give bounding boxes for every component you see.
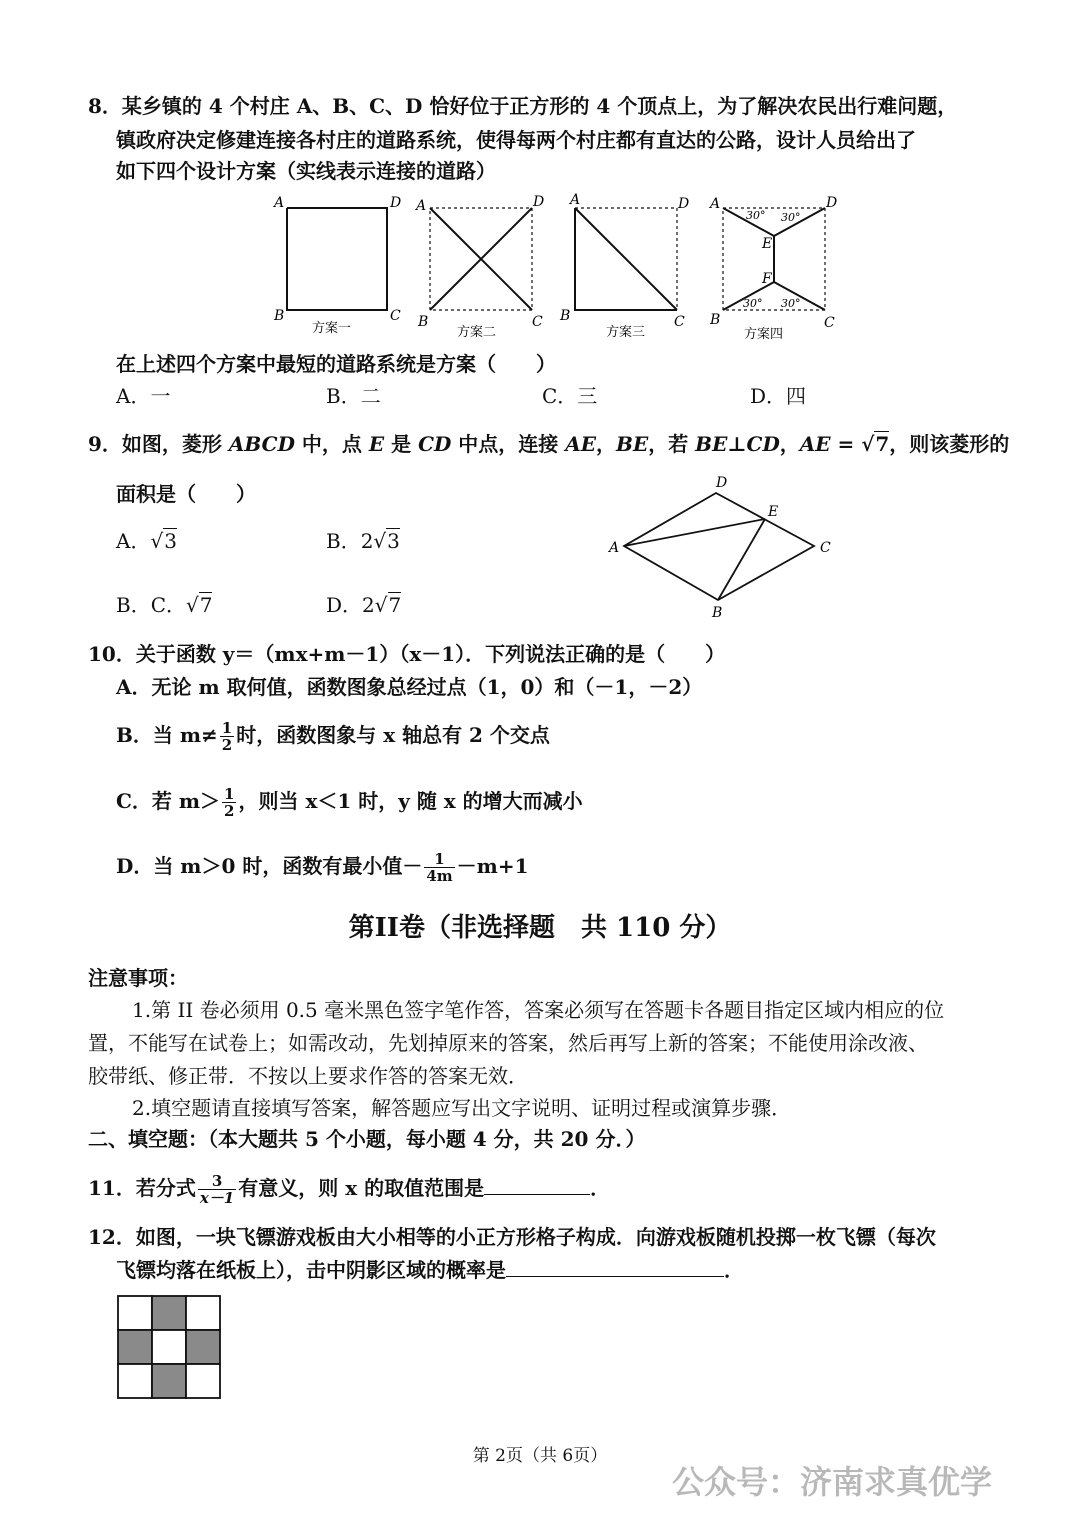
grid-cell — [186, 1296, 220, 1330]
q8-question: 在上述四个方案中最短的道路系统是方案（ ） — [116, 352, 556, 376]
q8-option-c: C．三 — [542, 384, 598, 408]
q9-e: E — [368, 432, 385, 456]
q10-b-pre: B．当 m≠ — [116, 723, 218, 747]
q12-line2-text: 飞镖均落在纸板上），击中阴影区域的概率是 — [116, 1258, 506, 1282]
q9-option-b-label: B．2√ — [326, 529, 387, 553]
q10-d-post: －m+1 — [456, 854, 529, 878]
q10-c-den: 2 — [224, 802, 235, 820]
q8-option-d: D．四 — [750, 384, 807, 408]
q10-option-d — [116, 851, 529, 884]
q9-abcd: ABCD — [228, 432, 295, 456]
q8-line2: 镇政府决定修建连接各村庄的道路系统，使得每两个村庄都有直达的公路，设计人员给出了 — [116, 128, 916, 152]
scheme4-vertex-b: B — [710, 312, 721, 328]
grid-cell-shaded — [152, 1364, 186, 1398]
q10-b-den: 2 — [221, 736, 233, 754]
watermark: 公众号：济南求真优学 — [672, 1463, 993, 1501]
scheme3-caption: 方案三 — [606, 325, 646, 340]
q10-option-c — [116, 786, 583, 819]
q9-vertex-a: A — [609, 540, 620, 556]
scheme4-angle-2: 30° — [781, 211, 801, 224]
q10-d-num: 1 — [424, 851, 454, 868]
q9-mid4: ，若 — [648, 432, 696, 456]
q11-post: 有意义，则 x 的取值范围是 — [238, 1176, 485, 1200]
q10-option-b — [116, 720, 550, 753]
scheme4-vertex-a: A — [710, 196, 721, 212]
scheme4-angle-3: 30° — [743, 297, 763, 310]
q9-stem — [88, 430, 1009, 458]
scheme4-vertex-d: D — [826, 195, 838, 211]
q9-option-c-label: B．C．√ — [116, 593, 199, 617]
scheme4-angle-1: 30° — [746, 209, 766, 222]
q11-pre: 11．若分式 — [88, 1176, 196, 1200]
q9-vertex-b: B — [712, 605, 723, 621]
q9-eq: = √ — [830, 432, 875, 456]
q9-option-d-label: D．2√ — [326, 593, 388, 617]
scheme3-vertex-d: D — [678, 196, 690, 212]
q10-b-num: 1 — [221, 719, 233, 737]
part2-heading: 二、填空题：（本大题共 5 个小题，每小题 4 分，共 20 分．） — [88, 1127, 646, 1151]
q9-option-b — [326, 527, 400, 555]
page-footer: 第 2页（共 6页） — [472, 1446, 608, 1466]
scheme-4 — [708, 195, 837, 342]
section-title: 第II卷（非选择题 共 110 分） — [348, 913, 732, 943]
scheme4-vertex-e: E — [762, 236, 773, 252]
q9-option-a — [116, 527, 177, 555]
q11-end: ． — [590, 1176, 611, 1200]
q9-prefix: 9．如图，菱形 — [88, 432, 229, 456]
q12-line2 — [116, 1254, 744, 1284]
q11-den: x－1 — [199, 1189, 235, 1207]
q10-stem: 10．关于函数 y＝（mx+m－1）（x－1）．下列说法正确的是（ ） — [88, 642, 726, 666]
q12-line1: 12．如图，一块飞镖游戏板由大小相等的小正方形格子构成．向游戏板随机投掷一枚飞镖（每次 — [88, 1225, 936, 1249]
q10-b-post: 时，函数图象与 x 轴总有 2 个交点 — [236, 723, 550, 747]
q9-mid2: 是 — [384, 432, 419, 456]
dartboard-grid — [116, 1294, 222, 1400]
scheme2-caption: 方案二 — [457, 325, 497, 340]
q9-ae2: AE — [799, 432, 831, 456]
q10-c-pre: C．若 m＞ — [116, 789, 221, 813]
q9-be: BE — [616, 432, 649, 456]
q12-answer-blank[interactable] — [506, 1254, 724, 1277]
scheme2-vertex-c: C — [532, 314, 543, 330]
q9-option-d-radicand: 7 — [388, 593, 402, 617]
q9-vertex-c: C — [820, 540, 831, 556]
grid-cell — [186, 1364, 220, 1398]
q11-line — [88, 1172, 610, 1206]
scheme2-vertex-d: D — [533, 194, 545, 210]
q9-rhombus-figure — [600, 470, 850, 625]
q12-end: ． — [724, 1258, 744, 1282]
q10-d-pre: D．当 m＞0 时，函数有最小值－ — [116, 854, 423, 878]
notice-heading: 注意事项： — [88, 966, 188, 990]
q9-cd: CD — [418, 432, 452, 456]
notice-p1-line2: 置，不能写在试卷上；如需改动，先划掉原来的答案，然后再写上新的答案；不能使用涂改液、 — [88, 1031, 928, 1055]
q9-vertex-e: E — [768, 504, 779, 520]
q9-option-c — [116, 591, 212, 619]
notice-p2: 2.填空题请直接填写答案，解答题应写出文字说明、证明过程或演算步骤． — [132, 1096, 792, 1120]
scheme4-caption: 方案四 — [744, 327, 784, 342]
q11-num: 3 — [198, 1173, 236, 1190]
q9-option-c-radicand: 7 — [199, 593, 213, 617]
scheme4-vertex-c: C — [824, 315, 835, 331]
q9-mid5: ， — [779, 432, 800, 456]
scheme3-vertex-b: B — [560, 308, 571, 324]
scheme2-vertex-b: B — [418, 314, 429, 330]
q8-option-a: A．一 — [116, 384, 171, 408]
q8-line1: 8．某乡镇的 4 个村庄 A、B、C、D 恰好位于正方形的 4 个顶点上，为了解决农民出行难问题， — [88, 94, 958, 118]
q10-c-num: 1 — [224, 785, 235, 803]
q8-option-b: B．二 — [326, 384, 381, 408]
q10-b-fraction — [220, 720, 234, 753]
q11-answer-blank[interactable] — [484, 1172, 590, 1195]
scheme3-vertex-c: C — [674, 314, 685, 330]
grid-cell-shaded — [152, 1296, 186, 1330]
q9-option-a-radicand: 3 — [164, 529, 177, 553]
q9-option-b-radicand: 3 — [387, 529, 400, 553]
q10-d-den: 4m — [426, 867, 453, 885]
scheme1-vertex-c: C — [390, 308, 401, 324]
scheme4-vertex-f: F — [762, 271, 772, 287]
scheme1-vertex-a: A — [274, 195, 285, 211]
q9-mid3: 中点，连接 — [451, 432, 566, 456]
grid-cell-shaded — [118, 1330, 152, 1364]
q11-fraction — [198, 1173, 236, 1206]
q8-schemes-figure — [260, 190, 850, 345]
q9-mid1: 中，点 — [294, 432, 369, 456]
grid-cell — [118, 1296, 152, 1330]
q9-line2: 面积是（ ） — [116, 482, 256, 506]
q10-c-post: ，则当 x＜1 时，y 随 x 的增大而减小 — [238, 789, 583, 813]
scheme1-caption: 方案一 — [312, 321, 352, 336]
q9-comma: ， — [596, 432, 617, 456]
scheme4-angle-4: 30° — [781, 297, 801, 310]
q10-option-a: A．无论 m 取何值，函数图象总经过点（1，0）和（－1，－2） — [116, 675, 703, 699]
q9-end: ，则该菱形的 — [889, 432, 1010, 456]
grid-cell — [152, 1330, 186, 1364]
q9-option-a-label: A．√ — [116, 529, 164, 553]
grid-cell — [118, 1364, 152, 1398]
scheme-2 — [414, 194, 544, 340]
scheme-1 — [272, 195, 401, 336]
q8-line3: 如下四个设计方案（实线表示连接的道路） — [116, 159, 496, 183]
q10-d-fraction — [424, 851, 454, 884]
scheme2-vertex-a: A — [416, 198, 427, 214]
notice-p1-line3: 胶带纸、修正带．不按以上要求作答的答案无效． — [88, 1064, 528, 1088]
q9-option-d — [326, 591, 401, 619]
notice-p1-line1: 1.第 II 卷必须用 0.5 毫米黑色签字笔作答，答案必须写在答题卡各题目指定区域内相应的位 — [132, 998, 945, 1022]
q9-vertex-d: D — [716, 475, 728, 491]
scheme1-vertex-d: D — [390, 195, 402, 211]
scheme-3 — [559, 192, 689, 340]
scheme3-vertex-a: A — [570, 192, 581, 208]
grid-cell-shaded — [186, 1330, 220, 1364]
q9-seven: 7 — [875, 432, 890, 456]
q9-ae: AE — [565, 432, 597, 456]
scheme1-vertex-b: B — [274, 308, 285, 324]
q10-c-fraction — [222, 786, 236, 819]
q9-perp: BE⊥CD — [695, 432, 780, 456]
